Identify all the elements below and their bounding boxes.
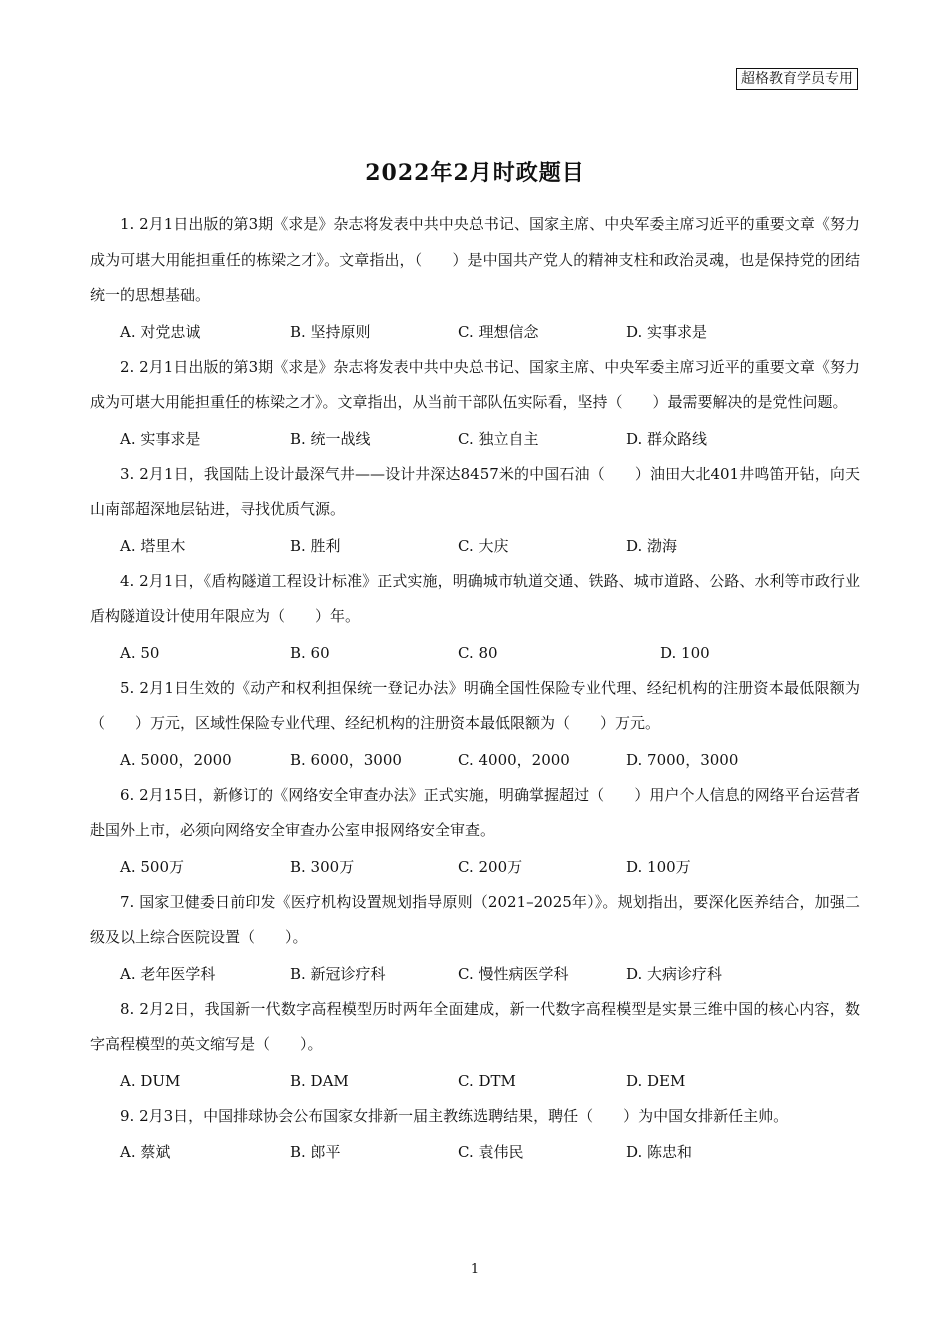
- question-options: [90, 528, 860, 564]
- option-a: A. 对党忠诚: [120, 322, 201, 341]
- option-d: D. 群众路线: [626, 429, 708, 448]
- option-d: D. 100万: [626, 857, 691, 876]
- question-options: [90, 635, 860, 671]
- option-b: B. 郎平: [290, 1143, 341, 1161]
- question-list: [90, 207, 860, 1170]
- option-c: C. 80: [458, 643, 498, 662]
- option-c: C. 200万: [458, 857, 523, 876]
- option-c: C. 大庆: [458, 536, 509, 555]
- option-b: B. 坚持原则: [290, 322, 371, 341]
- option-b: B. 6000，3000: [290, 750, 402, 769]
- question-options: [90, 1063, 860, 1099]
- question-stem: 2. 2月1日出版的第3期《求是》杂志将发表中共中央总书记、国家主席、中央军委主席习近平的重要文章《努力成为可堪大用能担重任的栋梁之才》。文章指出，从当前干部队伍实际看，坚持（ ）最需要解决的是党性问题。: [90, 357, 860, 411]
- question-options: [90, 849, 860, 885]
- option-a: A. 5000，2000: [120, 750, 232, 769]
- question-stem: 5. 2月1日生效的《动产和权利担保统一登记办法》明确全国性保险专业代理、经纪机构的注册资本最低限额为（ ）万元，区域性保险专业代理、经纪机构的注册资本最低限额为（ ）万元。: [90, 678, 860, 732]
- option-d: D. DEM: [626, 1071, 686, 1090]
- header-tag: 超格教育学员专用: [736, 68, 858, 90]
- question-options: [90, 421, 860, 457]
- option-b: B. DAM: [290, 1071, 349, 1090]
- option-b: B. 胜利: [290, 536, 341, 555]
- option-d: D. 陈忠和: [626, 1143, 693, 1161]
- option-c: C. 独立自主: [458, 429, 539, 448]
- question-stem: 4. 2月1日，《盾构隧道工程设计标准》正式实施，明确城市轨道交通、铁路、城市道路、公路、水利等市政行业盾构隧道设计使用年限应为（ ）年。: [90, 571, 860, 625]
- question-stem: 6. 2月15日，新修订的《网络安全审查办法》正式实施，明确掌握超过（ ）用户个人信息的网络平台运营者赴国外上市，必须向网络安全审查办公室申报网络安全审查。: [90, 785, 860, 839]
- option-d: D. 大病诊疗科: [626, 964, 723, 983]
- option-b: B. 300万: [290, 857, 355, 876]
- question-stem: 1. 2月1日出版的第3期《求是》杂志将发表中共中央总书记、国家主席、中央军委主席习近平的重要文章《努力成为可堪大用能担重任的栋梁之才》。文章指出，（ ）是中国共产党人的精神支柱和政治灵魂，也是保持党的团结统一的思想基础。: [90, 215, 860, 304]
- question-options: [90, 742, 860, 778]
- option-c: C. 慢性病医学科: [458, 964, 569, 983]
- question-stem: 7. 国家卫健委日前印发《医疗机构设置规划指导原则（2021–2025年）》。规划指出，要深化医养结合，加强二级及以上综合医院设置（ ）。: [90, 892, 860, 946]
- option-a: A. 塔里木: [120, 536, 186, 555]
- option-d: D. 渤海: [626, 536, 678, 555]
- option-a: A. 老年医学科: [120, 964, 216, 983]
- page-title: 2022年2月时政题目: [365, 160, 585, 186]
- option-a: A. 500万: [120, 857, 184, 876]
- option-a: A. 50: [120, 643, 160, 662]
- question-stem: 3. 2月1日，我国陆上设计最深气井——设计井深达8457米的中国石油（ ）油田大北401井鸣笛开钻，向天山南部超深地层钻进，寻找优质气源。: [90, 464, 860, 518]
- option-d: D. 7000，3000: [626, 750, 739, 769]
- option-b: B. 统一战线: [290, 429, 371, 448]
- option-c: C. 理想信念: [458, 322, 539, 341]
- option-c: C. 袁伟民: [458, 1143, 524, 1161]
- option-d: D. 100: [660, 643, 710, 662]
- option-a: A. 实事求是: [120, 429, 201, 448]
- option-b: B. 60: [290, 643, 330, 662]
- option-b: B. 新冠诊疗科: [290, 964, 386, 983]
- option-a: A. DUM: [120, 1071, 181, 1090]
- question-options: [90, 314, 860, 350]
- option-a: A. 蔡斌: [120, 1143, 171, 1161]
- question-options: [90, 1134, 860, 1170]
- page-number: 1: [470, 1262, 480, 1277]
- option-c: C. 4000，2000: [458, 750, 570, 769]
- question-stem: 9. 2月3日，中国排球协会公布国家女排新一届主教练选聘结果，聘任（ ）为中国女排新任主帅。: [120, 1106, 789, 1125]
- option-d: D. 实事求是: [626, 322, 708, 341]
- question-options: [90, 956, 860, 992]
- option-c: C. DTM: [458, 1071, 516, 1090]
- question-stem: 8. 2月2日，我国新一代数字高程模型历时两年全面建成，新一代数字高程模型是实景三维中国的核心内容，数字高程模型的英文缩写是（ ）。: [90, 999, 860, 1053]
